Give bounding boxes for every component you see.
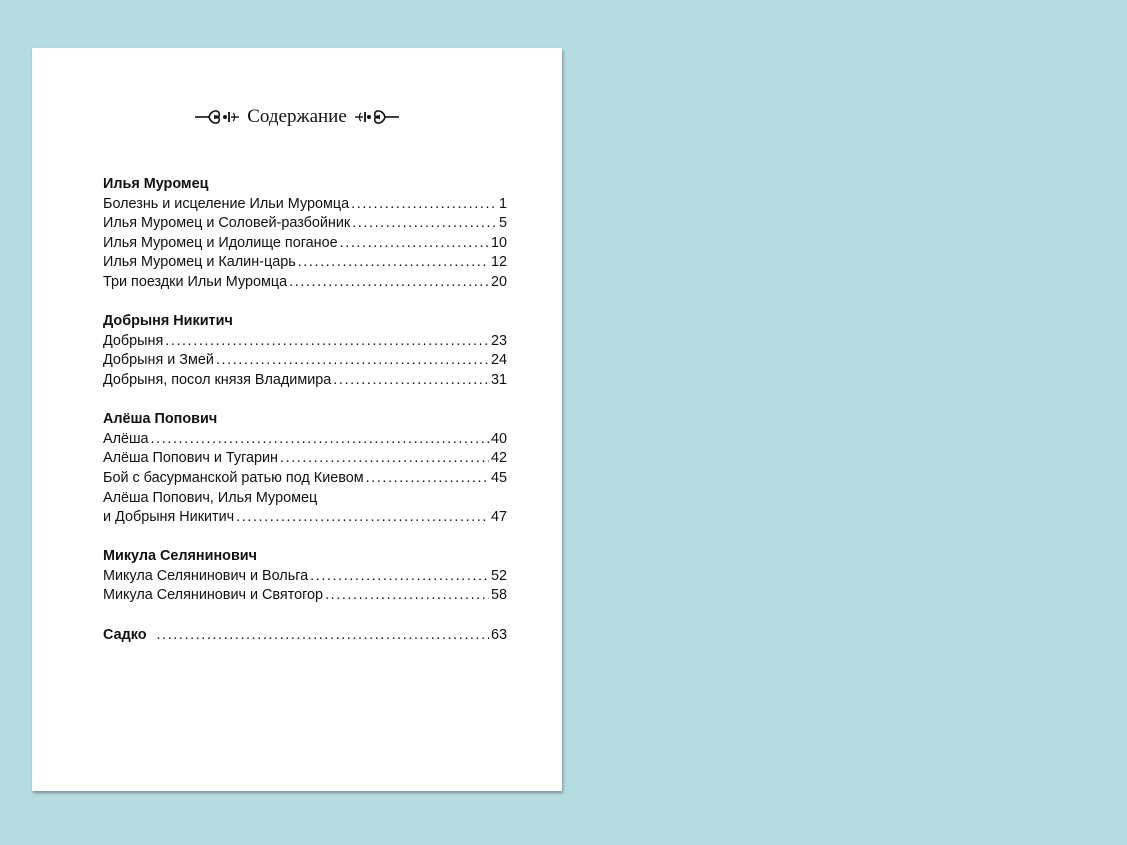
toc-entry[interactable] <box>103 253 507 273</box>
entry-page-number: 58 <box>490 587 507 604</box>
toc-entry[interactable] <box>103 586 507 606</box>
entry-page-number: 42 <box>490 450 507 467</box>
entry-title: Добрыня и Змей <box>103 352 214 369</box>
entry-title: Болезнь и исцеление Ильи Муромца <box>103 195 350 212</box>
entry-title: Алёша <box>103 430 149 447</box>
dot-leader <box>298 253 489 273</box>
toc-section <box>103 312 507 390</box>
entry-title-line-2: и Добрыня Никитич <box>103 509 235 526</box>
toc-entry-multiline[interactable] <box>103 489 507 528</box>
entry-page-number: 1 <box>498 195 507 212</box>
entry-page-number: 20 <box>490 273 507 290</box>
left-flourish-icon <box>195 105 241 129</box>
toc-entry[interactable] <box>103 234 507 254</box>
right-flourish-icon <box>353 105 399 129</box>
toc-entry[interactable] <box>103 214 507 234</box>
section-title: Алёша Попович <box>103 411 218 428</box>
entry-title-line-1: Алёша Попович, Илья Муромец <box>103 489 318 506</box>
dot-leader <box>216 351 489 371</box>
dot-leader <box>366 469 489 489</box>
entry-title: Микула Селянинович и Святогор <box>103 587 324 604</box>
entry-title: Бой с басурманской ратью под Киевом <box>103 469 364 486</box>
book-page <box>32 48 562 791</box>
entry-title: Микула Селянинович и Вольга <box>103 567 309 584</box>
toc-entry[interactable] <box>103 332 507 352</box>
entry-page-number: 24 <box>490 352 507 369</box>
dot-leader <box>351 195 497 215</box>
dot-leader <box>165 332 489 352</box>
toc-entry-last-line <box>103 508 507 528</box>
entry-title: Илья Муромец и Соловей-разбойник <box>103 215 351 232</box>
dot-leader <box>280 449 489 469</box>
entry-page-number: 5 <box>498 215 507 232</box>
entry-page-number: 52 <box>490 567 507 584</box>
entry-title: Три поездки Ильи Муромца <box>103 273 288 290</box>
entry-page-number: 10 <box>490 234 507 251</box>
toc-entry[interactable] <box>103 371 507 391</box>
dot-leader <box>236 508 489 528</box>
entry-title: Садко <box>103 626 147 643</box>
dot-leader <box>157 626 489 646</box>
dot-leader <box>310 567 489 587</box>
entry-title: Добрыня <box>103 332 164 349</box>
section-title: Илья Муромец <box>103 176 209 192</box>
toc-entry[interactable] <box>103 195 507 215</box>
toc-section <box>103 175 507 293</box>
toc-entry[interactable] <box>103 430 507 450</box>
toc-entry[interactable] <box>103 449 507 469</box>
entry-title: Добрыня, посол князя Владимира <box>103 371 332 388</box>
toc-section <box>103 547 507 606</box>
entry-page-number: 45 <box>490 469 507 486</box>
dot-leader <box>352 214 497 234</box>
toc-entry-sadko[interactable] <box>103 626 507 646</box>
dot-leader <box>333 371 489 391</box>
toc-entry[interactable] <box>103 469 507 489</box>
section-title: Микула Селянинович <box>103 548 257 565</box>
dot-leader <box>325 586 489 606</box>
dot-leader <box>340 234 489 254</box>
entry-page-number: 12 <box>490 254 507 271</box>
dot-leader <box>289 273 489 293</box>
toc-entry[interactable] <box>103 567 507 587</box>
page-title: Содержание <box>247 106 347 127</box>
entry-title: Илья Муромец и Калин-царь <box>103 254 296 271</box>
entry-title: Алёша Попович и Тугарин <box>103 450 279 467</box>
entry-page-number: 63 <box>490 626 507 643</box>
table-of-contents <box>103 175 507 645</box>
entry-page-number: 23 <box>490 332 507 349</box>
toc-section <box>103 410 507 528</box>
toc-entry[interactable] <box>103 351 507 371</box>
entry-page-number: 40 <box>490 430 507 447</box>
contents-heading <box>32 104 562 130</box>
section-title: Добрыня Никитич <box>103 313 233 330</box>
entry-page-number: 31 <box>490 371 507 388</box>
dot-leader <box>151 430 489 450</box>
entry-page-number: 47 <box>490 509 507 526</box>
entry-title: Илья Муромец и Идолище поганое <box>103 234 338 251</box>
toc-entry[interactable] <box>103 273 507 293</box>
